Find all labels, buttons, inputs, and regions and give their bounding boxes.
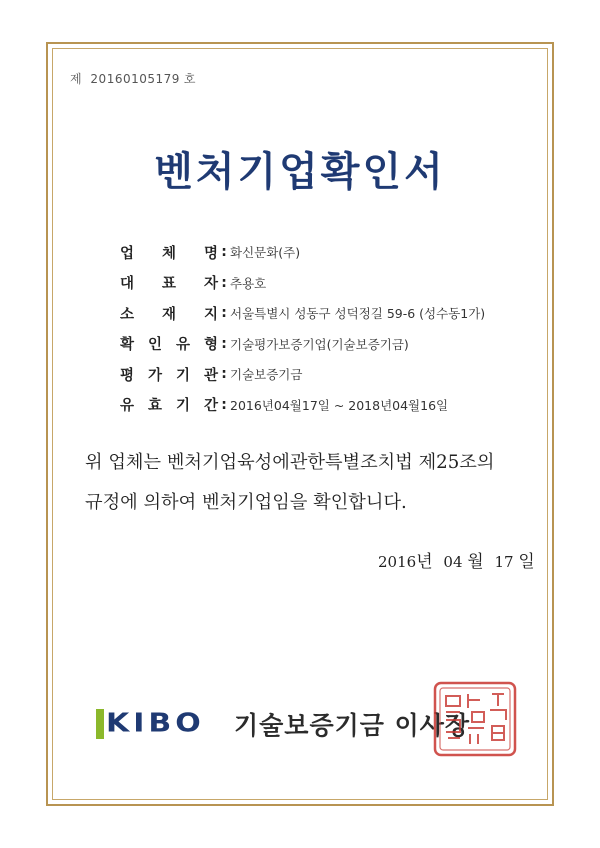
info-label (120, 242, 218, 263)
statement-line-2: 규정에 의하여 벤처기업임을 확인합니다. (85, 492, 407, 513)
certificate-title: 벤처기업확인서 (154, 148, 446, 195)
info-colon: : (221, 335, 227, 352)
info-label-char: 자 (203, 276, 218, 292)
info-colon: : (221, 366, 227, 382)
info-value: 서울특별시 성동구 성덕정길 59-6 (성수동1가) (230, 306, 486, 321)
info-value: 기술평가보증기업(기술보증기금) (230, 336, 409, 352)
issue-year: 2016 (378, 553, 417, 571)
info-label (120, 394, 218, 415)
info-label-char: 평 (120, 367, 135, 384)
info-value: 화신문화(주) (230, 245, 301, 260)
info-label-char: 유 (175, 337, 190, 353)
issue-day: 17 (494, 553, 514, 571)
info-colon: : (221, 305, 227, 321)
official-seal-stamp (432, 680, 518, 758)
info-label-char: 기 (175, 398, 190, 414)
info-label-char: 효 (147, 398, 162, 414)
kibo-logo (96, 706, 205, 741)
statement-line-1: 위 업체는 벤처기업육성에관한특별조치법 제25조의 (85, 452, 495, 473)
certificate-number (70, 70, 200, 87)
info-label (120, 333, 218, 354)
info-row (120, 238, 485, 266)
info-label-char: 재 (161, 306, 176, 323)
info-label-char: 명 (203, 245, 218, 262)
info-label-char: 기 (175, 367, 190, 384)
info-label-char: 소 (120, 306, 135, 323)
info-label-char: 관 (203, 367, 218, 384)
info-value: 2016년04월17일 ~ 2018년04월16일 (230, 397, 449, 413)
company-info-table (120, 238, 485, 421)
info-colon: : (221, 274, 227, 291)
info-label (120, 364, 218, 385)
certification-statement (85, 443, 545, 523)
info-label (120, 303, 218, 324)
info-row (120, 360, 485, 388)
issuer-name: 기술보증기금 이사장 (234, 711, 471, 740)
info-row (120, 330, 485, 358)
info-label-char: 표 (161, 276, 176, 292)
info-colon: : (221, 244, 227, 260)
issue-year-unit: 년 (416, 552, 433, 572)
info-row (120, 299, 485, 327)
info-label-char: 인 (147, 337, 162, 353)
info-label-char: 지 (203, 306, 218, 323)
info-label-char: 확 (120, 337, 135, 353)
issue-date (378, 547, 541, 572)
info-label-char: 가 (147, 367, 162, 384)
certificate-number-prefix: 제 (70, 72, 83, 86)
kibo-logo-text: KIBO (106, 708, 205, 739)
info-value: 추용호 (230, 275, 267, 291)
info-row (120, 269, 485, 297)
issue-month-unit: 월 (467, 552, 484, 572)
info-value: 기술보증기금 (230, 367, 303, 382)
info-label-char: 업 (120, 245, 135, 262)
certificate-number-value: 20160105179 (90, 72, 180, 86)
info-row (120, 391, 485, 419)
issue-day-unit: 일 (518, 552, 535, 572)
info-label (120, 272, 218, 293)
info-label-char: 대 (120, 276, 135, 292)
info-label-char: 유 (120, 398, 135, 414)
issue-month: 04 (443, 553, 463, 571)
info-label-char: 체 (161, 245, 176, 262)
kibo-logo-green-bar (96, 709, 104, 739)
info-colon: : (221, 396, 227, 413)
info-label-char: 간 (203, 398, 218, 414)
certificate-number-suffix: 호 (183, 72, 196, 86)
info-label-char: 형 (203, 337, 218, 353)
